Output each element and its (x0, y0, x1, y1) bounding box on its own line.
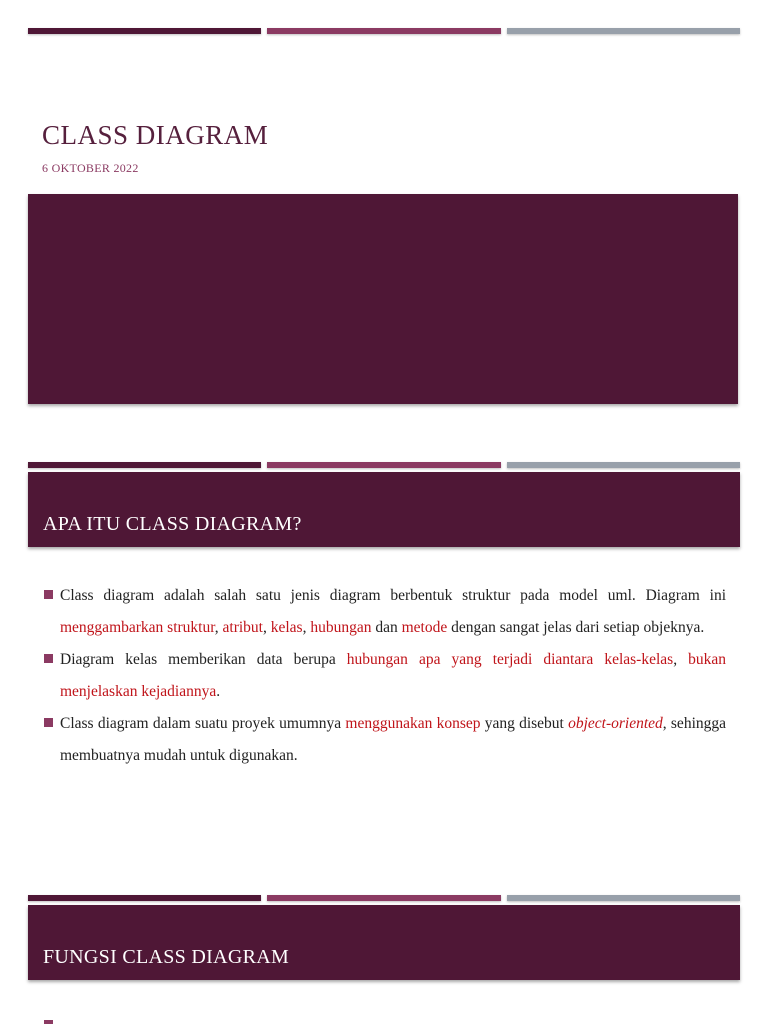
accent-bar-magenta (267, 895, 500, 901)
accent-bar-grey (507, 895, 740, 901)
bullet-text: . (216, 683, 221, 700)
accent-bar-plum (28, 28, 261, 34)
square-bullet-icon (44, 590, 53, 599)
square-bullet-icon (44, 1020, 53, 1024)
section-heading: APA ITU CLASS DIAGRAM? (43, 513, 302, 535)
highlight-text: bukan menjelaskan kejadiannya (60, 651, 727, 700)
bullet-text: , (673, 651, 689, 668)
bullet-text: , sehingga membuatnya mudah untuk digunakan. (60, 715, 727, 764)
highlight-text: menggunakan konsep (345, 715, 481, 732)
bullet-text: , (302, 619, 311, 636)
highlight-text: hubungan apa yang terjadi diantara kelas-kelas (346, 651, 674, 668)
highlight-text: atribut (222, 619, 263, 636)
section-heading: FUNGSI CLASS DIAGRAM (43, 946, 290, 968)
accent-bars-slide3 (28, 895, 740, 901)
section-banner-fungsi (28, 905, 740, 980)
bullet-text: Class diagram adalah salah satu jenis diagram berbentuk struktur pada model uml. Diagram ini (60, 587, 726, 604)
accent-bar-magenta (267, 462, 500, 468)
section-banner-apa-itu (28, 472, 740, 547)
bullet-item (44, 580, 726, 644)
bullet-text: yang disebut (480, 715, 569, 732)
bullet-text: dan (371, 619, 402, 636)
bullet-text: , (214, 619, 223, 636)
accent-bars-slide2 (28, 462, 740, 468)
accent-bar-grey (507, 462, 740, 468)
bullet-text: Class diagram dalam suatu proyek umumnya (60, 715, 346, 732)
accent-bar-plum (28, 895, 261, 901)
cut-off-bullet-row (44, 1016, 726, 1024)
accent-bar-grey (507, 28, 740, 34)
bullet-text: , (262, 619, 271, 636)
bullet-item (44, 644, 726, 708)
highlight-text: metode (401, 619, 448, 636)
highlight-text: menggambarkan struktur (60, 619, 215, 636)
bullet-text: Diagram kelas memberikan data berupa (60, 651, 347, 668)
accent-bars-top (28, 28, 740, 34)
bullet-list (44, 580, 726, 772)
title-slide-panel (28, 194, 738, 404)
bullet-item (44, 708, 726, 772)
accent-bar-magenta (267, 28, 500, 34)
bullet-text: dengan sangat jelas dari setiap objeknya. (447, 619, 705, 636)
highlight-italic-text: object-oriented (568, 715, 663, 732)
highlight-text: hubungan (310, 619, 372, 636)
slide-title: CLASS DIAGRAM (42, 120, 269, 150)
square-bullet-icon (44, 718, 53, 727)
accent-bar-plum (28, 462, 261, 468)
square-bullet-icon (44, 654, 53, 663)
highlight-text: kelas (270, 619, 303, 636)
slide-date: 6 OKTOBER 2022 (42, 161, 139, 175)
